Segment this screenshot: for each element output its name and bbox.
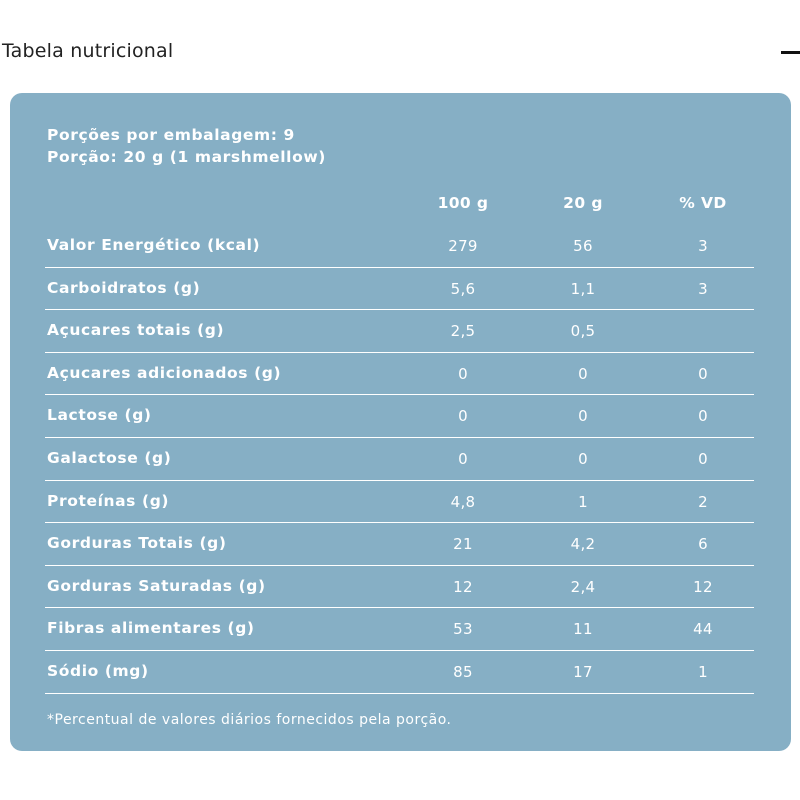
table-row <box>45 608 754 651</box>
row-label: Açucares totais (g) <box>47 321 225 340</box>
table-row <box>45 651 754 694</box>
value-vd: 44 <box>693 620 713 639</box>
value-100g: 0 <box>458 407 468 426</box>
value-vd: 3 <box>698 237 708 255</box>
footnote: *Percentual de valores diários fornecidos pela porção. <box>47 712 452 728</box>
table-row <box>45 523 754 566</box>
table-row <box>45 395 754 438</box>
minus-icon[interactable] <box>781 51 800 54</box>
value-100g: 2,5 <box>450 322 476 341</box>
value-vd: 2 <box>698 492 708 511</box>
row-label: Sódio (mg) <box>47 661 149 680</box>
value-20g: 17 <box>573 662 593 681</box>
nutrition-panel <box>10 93 791 751</box>
value-100g: 5,6 <box>450 279 476 298</box>
table-row <box>45 353 754 396</box>
serving-size: Porção: 20 g (1 marshmellow) <box>47 148 326 166</box>
row-label: Carboidratos (g) <box>47 278 201 297</box>
value-100g: 12 <box>453 577 473 596</box>
value-100g: 21 <box>453 535 473 554</box>
table-row <box>45 481 754 524</box>
value-100g: 4,8 <box>450 492 476 511</box>
value-vd: 0 <box>698 364 708 383</box>
value-20g: 56 <box>573 237 593 255</box>
value-100g: 279 <box>448 237 478 255</box>
value-20g: 0,5 <box>570 322 596 341</box>
section-title: Tabela nutricional <box>2 40 174 62</box>
column-header-vd: % VD <box>679 194 727 212</box>
value-20g: 1,1 <box>570 279 596 298</box>
value-vd: 3 <box>698 279 708 298</box>
table-row <box>45 225 754 268</box>
row-label: Lactose (g) <box>47 406 152 425</box>
value-100g: 0 <box>458 364 468 383</box>
value-vd: 6 <box>698 535 708 554</box>
value-20g: 4,2 <box>570 535 596 554</box>
value-100g: 53 <box>453 620 473 639</box>
value-20g: 1 <box>578 492 588 511</box>
row-label: Gorduras Saturadas (g) <box>47 576 266 595</box>
row-label: Proteínas (g) <box>47 491 170 510</box>
table-body <box>45 225 754 694</box>
servings-per-package: Porções por embalagem: 9 <box>47 126 295 144</box>
value-vd: 0 <box>698 407 708 426</box>
value-100g: 85 <box>453 662 473 681</box>
table-row <box>45 268 754 311</box>
value-20g: 0 <box>578 449 588 468</box>
value-100g: 0 <box>458 449 468 468</box>
value-vd: 0 <box>698 449 708 468</box>
value-vd: 12 <box>693 577 713 596</box>
value-20g: 2,4 <box>570 577 596 596</box>
section-header[interactable] <box>0 36 800 70</box>
value-20g: 0 <box>578 364 588 383</box>
row-label: Açucares adicionados (g) <box>47 363 282 382</box>
value-vd: 1 <box>698 662 708 681</box>
row-label: Gorduras Totais (g) <box>47 534 227 553</box>
table-row <box>45 438 754 481</box>
column-header-100g: 100 g <box>437 194 489 212</box>
column-header-20g: 20 g <box>563 194 603 212</box>
serving-info <box>47 124 326 168</box>
row-label: Galactose (g) <box>47 448 172 467</box>
table-row <box>45 566 754 609</box>
row-label: Valor Energético (kcal) <box>47 236 261 254</box>
row-label: Fibras alimentares (g) <box>47 619 255 638</box>
table-row <box>45 310 754 353</box>
nutrition-table <box>45 183 754 694</box>
value-20g: 11 <box>573 620 593 639</box>
table-header <box>45 183 754 225</box>
value-20g: 0 <box>578 407 588 426</box>
